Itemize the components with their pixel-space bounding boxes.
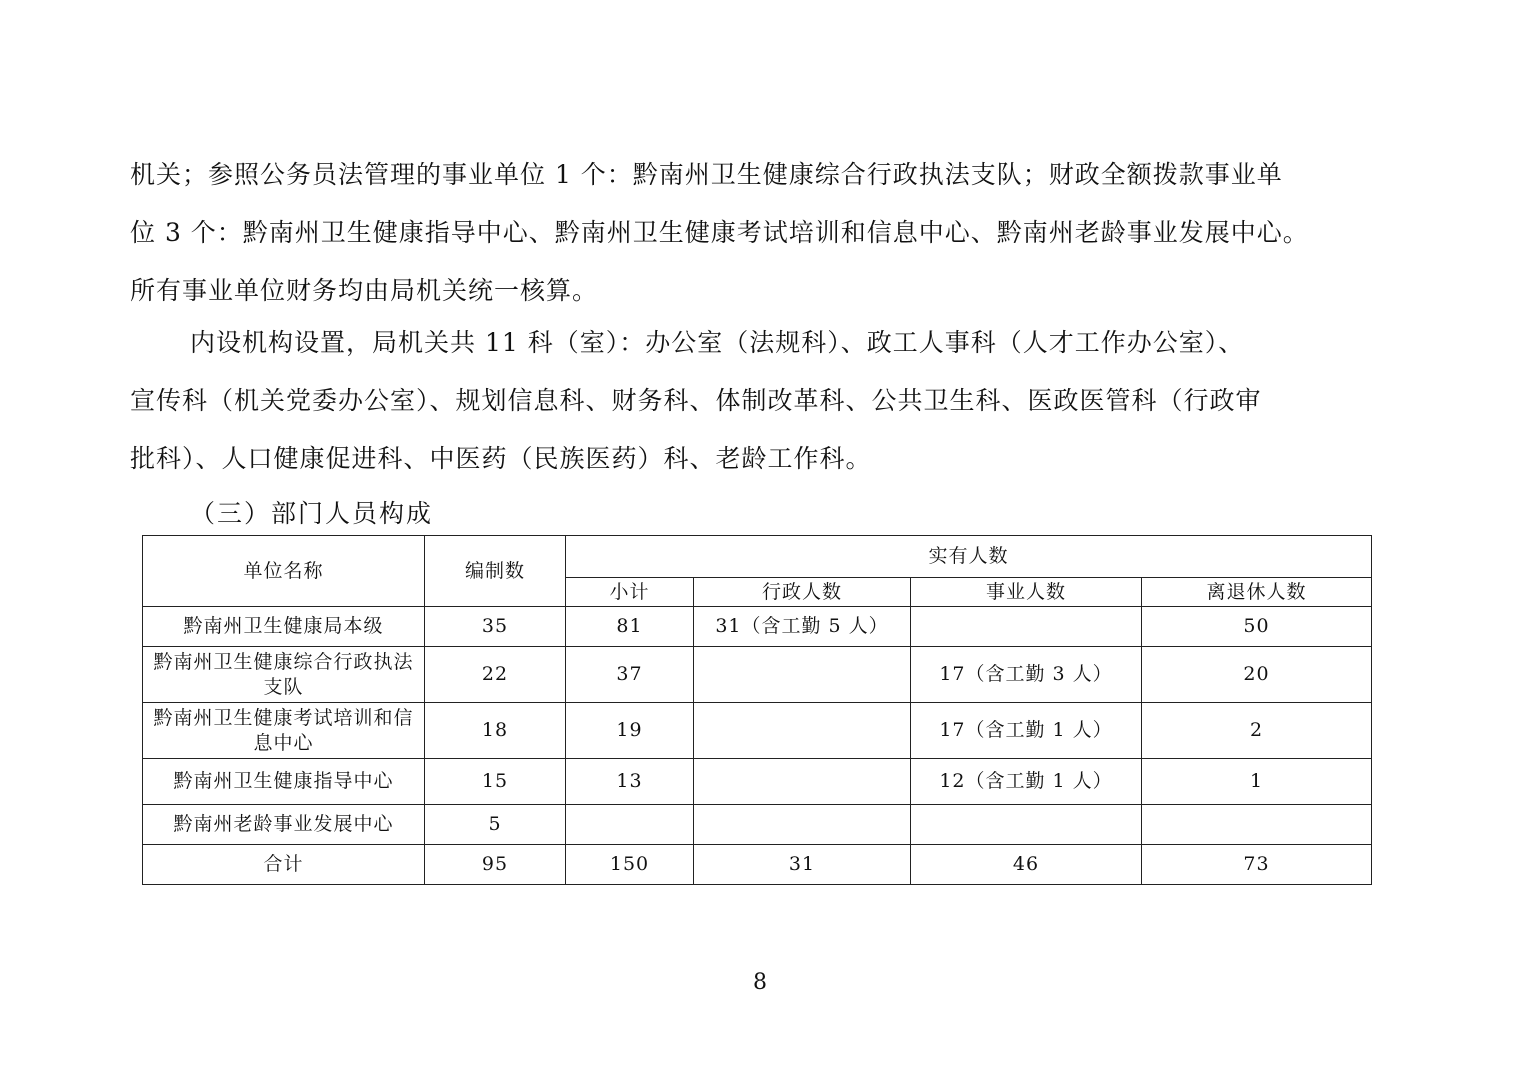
- table-row: [143, 647, 1372, 703]
- cell-admin: 31: [694, 845, 911, 885]
- cell-admin: [694, 703, 911, 759]
- cell-unit-name: 黔南州卫生健康考试培训和信息中心: [143, 703, 425, 759]
- table-row: [143, 759, 1372, 805]
- cell-subtotal: 81: [566, 607, 694, 647]
- cell-institution: [911, 607, 1142, 647]
- header-institution: 事业人数: [911, 578, 1142, 607]
- table-total-row: [143, 845, 1372, 885]
- page-number: 8: [753, 970, 767, 995]
- table-header-row: [143, 536, 1372, 578]
- cell-admin: [694, 647, 911, 703]
- cell-subtotal: 37: [566, 647, 694, 703]
- cell-institution: 17（含工勤 3 人）: [911, 647, 1142, 703]
- paragraph-line: 批科）、人口健康促进科、中医药（民族医药）科、老龄工作科。: [130, 444, 872, 473]
- paragraph-line: 位 3 个：黔南州卫生健康指导中心、黔南州卫生健康考试培训和信息中心、黔南州老龄事业发展中心。: [130, 218, 1309, 247]
- cell-unit-name: 合计: [143, 845, 425, 885]
- cell-unit-name: 黔南州卫生健康局本级: [143, 607, 425, 647]
- cell-subtotal: 19: [566, 703, 694, 759]
- cell-retired: 20: [1142, 647, 1372, 703]
- cell-retired: 50: [1142, 607, 1372, 647]
- cell-institution: 12（含工勤 1 人）: [911, 759, 1142, 805]
- cell-institution: [911, 805, 1142, 845]
- header-unit-name: 单位名称: [143, 536, 425, 607]
- section-heading: （三）部门人员构成: [190, 499, 434, 528]
- cell-unit-name: 黔南州卫生健康综合行政执法支队: [143, 647, 425, 703]
- cell-subtotal: 13: [566, 759, 694, 805]
- cell-retired: [1142, 805, 1372, 845]
- cell-admin: 31（含工勤 5 人）: [694, 607, 911, 647]
- paragraph-line: 所有事业单位财务均由局机关统一核算。: [130, 276, 599, 305]
- paragraph-internal-departments: [130, 314, 1392, 488]
- cell-authorized: 22: [425, 647, 566, 703]
- paragraph-line: 内设机构设置，局机关共 11 科（室）：办公室（法规科）、政工人事科（人才工作办公室）、: [190, 328, 1245, 357]
- paragraph-line: 宣传科（机关党委办公室）、规划信息科、财务科、体制改革科、公共卫生科、医政医管科（行政审: [130, 386, 1262, 415]
- header-retired: 离退休人数: [1142, 578, 1372, 607]
- paragraph-line: 机关；参照公务员法管理的事业单位 1 个：黔南州卫生健康综合行政执法支队；财政全额拨款事业单: [130, 160, 1283, 189]
- table-row: [143, 805, 1372, 845]
- cell-institution: 46: [911, 845, 1142, 885]
- staff-composition-table: [142, 535, 1372, 885]
- cell-retired: 1: [1142, 759, 1372, 805]
- paragraph-organization-units: [130, 146, 1392, 320]
- cell-authorized: 15: [425, 759, 566, 805]
- cell-retired: 2: [1142, 703, 1372, 759]
- cell-authorized: 18: [425, 703, 566, 759]
- header-authorized: 编制数: [425, 536, 566, 607]
- cell-institution: 17（含工勤 1 人）: [911, 703, 1142, 759]
- header-subtotal: 小计: [566, 578, 694, 607]
- cell-unit-name: 黔南州老龄事业发展中心: [143, 805, 425, 845]
- cell-subtotal: 150: [566, 845, 694, 885]
- table-row: [143, 703, 1372, 759]
- header-actual: 实有人数: [566, 536, 1372, 578]
- cell-unit-name: 黔南州卫生健康指导中心: [143, 759, 425, 805]
- header-admin: 行政人数: [694, 578, 911, 607]
- cell-admin: [694, 805, 911, 845]
- cell-authorized: 35: [425, 607, 566, 647]
- cell-retired: 73: [1142, 845, 1372, 885]
- cell-admin: [694, 759, 911, 805]
- cell-subtotal: [566, 805, 694, 845]
- cell-authorized: 5: [425, 805, 566, 845]
- table-row: [143, 607, 1372, 647]
- cell-authorized: 95: [425, 845, 566, 885]
